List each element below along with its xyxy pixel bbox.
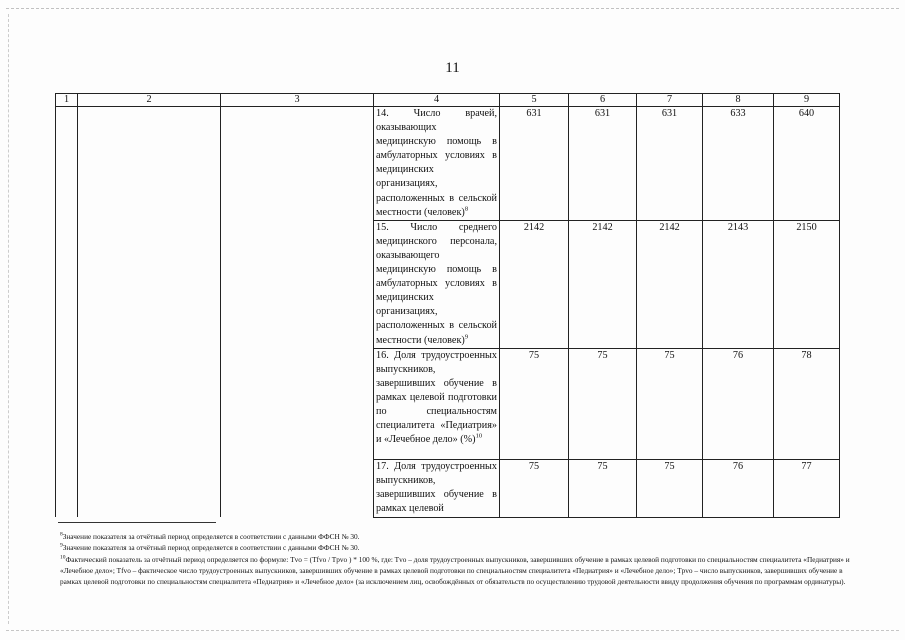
empty-cell: [221, 107, 374, 221]
value-cell: 78: [774, 348, 840, 459]
table-row: [56, 348, 840, 459]
value-cell: 631: [500, 107, 569, 221]
footnote: [60, 531, 850, 542]
value-cell: 633: [703, 107, 774, 221]
indicator-text: 16. Доля трудоустроенных выпускников, завершивших обучение в рамках целевой подготовки по специальностям специалитета «Педиатрия» и «Лечебное дело» (%): [376, 349, 497, 446]
value-cell: 640: [774, 107, 840, 221]
value-cell: 2143: [703, 220, 774, 348]
value-cell: 77: [774, 459, 840, 517]
header-cell: 6: [569, 94, 637, 107]
table-row: [56, 459, 840, 517]
footnote-mark: 8: [60, 531, 63, 538]
value-cell: 75: [569, 348, 637, 459]
empty-cell: [78, 348, 221, 459]
footnote-separator: [58, 522, 216, 523]
empty-cell: [221, 220, 374, 348]
scan-edge-top: [6, 8, 899, 10]
footnote-text: Значение показателя за отчётный период определяется в соответствии с данными ФФСН № 30.: [62, 543, 360, 553]
footnote: [60, 554, 850, 588]
table-header-row: [56, 94, 840, 107]
footnote-text: Значение показателя за отчётный период определяется в соответствии с данными ФФСН № 30.: [62, 532, 360, 541]
empty-cell: [78, 107, 221, 221]
value-cell: 2142: [637, 220, 703, 348]
table-row: [56, 107, 840, 221]
scan-edge-bottom: [6, 630, 899, 632]
indicator-cell: [374, 107, 500, 221]
footnote-ref: 8: [464, 205, 469, 213]
footnote: [60, 542, 850, 553]
indicators-table: [55, 93, 840, 518]
indicator-text: 15. Число среднего медицинского персонала, оказывающего медицинскую помощь в амбулаторных условиях в медицинских организациях, расположенных в сельской местности (человек): [376, 221, 497, 346]
header-cell: 7: [637, 94, 703, 107]
footnote-ref: 9: [464, 333, 469, 341]
value-cell: 2142: [569, 220, 637, 348]
value-cell: 2142: [500, 220, 569, 348]
footnote-mark: 9: [60, 542, 63, 549]
indicator-cell: [374, 348, 500, 459]
value-cell: 75: [569, 459, 637, 517]
empty-cell: [56, 348, 78, 459]
header-cell: 5: [500, 94, 569, 107]
empty-cell: [78, 220, 221, 348]
indicator-text: 14. Число врачей, оказывающих медицинскую помощь в амбулаторных условиях в медицинских организациях, расположенных в сельской местности (человек): [376, 108, 497, 218]
value-cell: 75: [637, 348, 703, 459]
header-cell: 9: [774, 94, 840, 107]
value-cell: 75: [500, 459, 569, 517]
indicator-text: 17. Доля трудоустроенных выпускников, завершивших обучение в рамках целевой: [376, 460, 497, 514]
header-cell: 8: [703, 94, 774, 107]
scan-edge-left: [8, 14, 10, 624]
empty-cell: [221, 459, 374, 517]
header-cell: 2: [78, 94, 221, 107]
value-cell: 76: [703, 348, 774, 459]
value-cell: 76: [703, 459, 774, 517]
empty-cell: [78, 459, 221, 517]
page-number: 11: [445, 60, 460, 76]
value-cell: 631: [637, 107, 703, 221]
indicator-cell: [374, 220, 500, 348]
empty-cell: [56, 220, 78, 348]
value-cell: 75: [500, 348, 569, 459]
value-cell: 631: [569, 107, 637, 221]
value-cell: 2150: [774, 220, 840, 348]
empty-cell: [221, 348, 374, 459]
footnotes: [60, 531, 850, 587]
empty-cell: [56, 107, 78, 221]
value-cell: 75: [637, 459, 703, 517]
footnote-ref: 10: [475, 432, 483, 440]
footnote-mark: 10: [60, 554, 66, 561]
table-row: [56, 220, 840, 348]
header-cell: 1: [56, 94, 78, 107]
indicator-cell: [374, 459, 500, 517]
header-cell: 3: [221, 94, 374, 107]
footnote-text: Фактический показатель за отчётный период определяется по формуле: Tvo = (Tfvo / Tpvo ) * 100 %, где: Tvo – доля трудоустроенных выпускников, завершивших обучение в рамках целевой подготовки по специальностям специалитета «Педиатрия» и «Лечебное дело»; Tfvo – фактическое число трудоустроенных выпускников, завершивших обучение в рамках целевой подготовки по специальностям специалитета «Педиатрия» и «Лечебное дело»; Tpvo – число выпускников, завершивших обучение в рамках целевой подготовки по специальностям специалитета «Педиатрия» и «Лечебное дело» (за исключением лиц, освобождённых от обязательств по осуществлению трудовой деятельности ввиду продолжения обучения по программам ординатуры).: [60, 554, 850, 587]
empty-cell: [56, 459, 78, 517]
header-cell: 4: [374, 94, 500, 107]
